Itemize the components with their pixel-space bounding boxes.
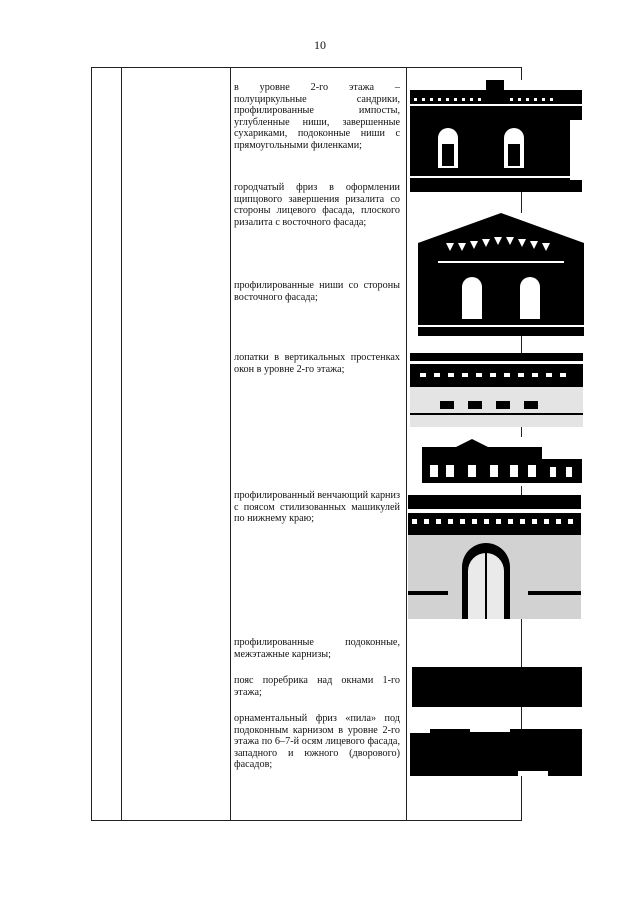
page-number: 10 — [314, 38, 326, 52]
building-overview-photo — [416, 437, 582, 486]
row-text-frieze: городчатый фриз в оформлении щипцового завершения ризалита со стороны лицевого фасада, плоского ризалита с восточного фасада; — [234, 182, 400, 228]
row-text-cornice: профилированный венчающий карниз с поясом стилизованных машикулей по нижнему краю; — [234, 490, 400, 525]
column-divider — [121, 68, 122, 820]
row-text-niches: профилированные ниши со стороны восточного фасада; — [234, 280, 400, 303]
saw-frieze-photo — [410, 729, 582, 776]
column-divider — [230, 68, 231, 820]
cornice-arch-photo — [408, 495, 581, 619]
row-text-sandriki: в уровне 2-го этажа – полуциркульные сандрики, профилированные импосты, углубленные ниши, завершенные сухариками, подоконные ниши с прямоугольными филенками; — [234, 82, 400, 151]
column-divider — [406, 68, 407, 820]
facade-windows-photo — [410, 80, 582, 192]
row-text-window-cornices: профилированные подоконные, межэтажные карнизы; — [234, 637, 400, 660]
gable-frieze-photo — [418, 213, 584, 336]
pilasters-photo — [410, 353, 583, 427]
row-text-pilasters: лопатки в вертикальных простенках окон в уровне 2-го этажа; — [234, 352, 400, 375]
row-text-brick-band: пояс поребрика над окнами 1-го этажа; — [234, 675, 400, 698]
brick-band-photo — [412, 667, 582, 707]
row-text-saw-frieze: орнаментальный фриз «пила» под подоконным карнизом в уровне 2-го этажа по 6–7-й осям лицевого фасада, западного и южного (дворового) фасадов; — [234, 713, 400, 771]
